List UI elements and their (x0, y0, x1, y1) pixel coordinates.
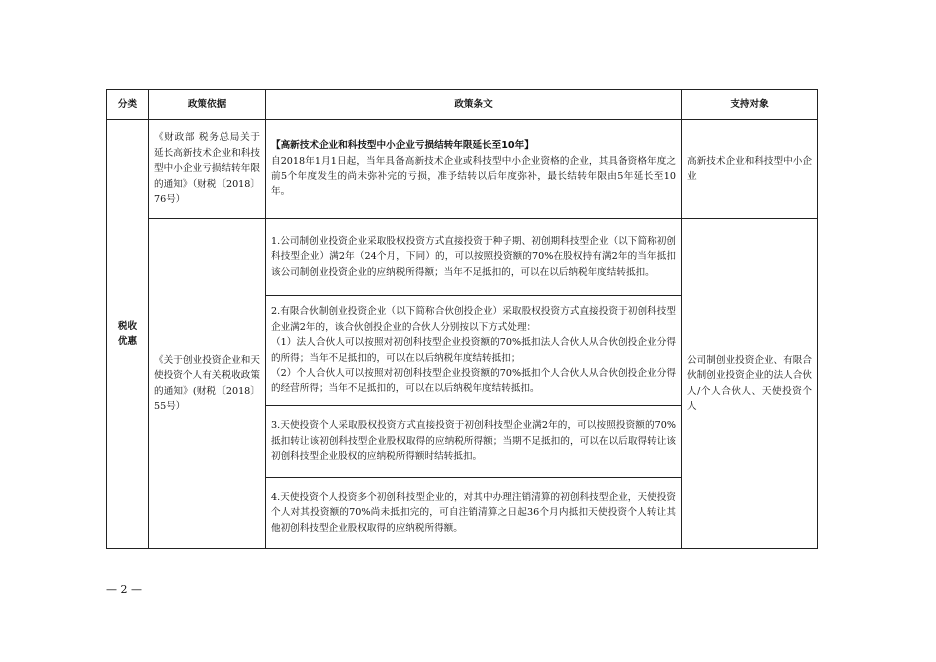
clause-item-4: 4.天使投资个人投资多个初创科技型企业的，对其中办理注销清算的初创科技型企业，天使投资个人对其投资额的70%尚未抵扣完的，可自注销清算之日起36个月内抵扣天使投资个人转让其他初创科技型企业股权取得的应纳税所得额。 (266, 478, 682, 549)
header-basis: 政策依据 (149, 90, 266, 120)
target-cell-2: 公司制创业投资企业、有限合伙制创业投资企业的法人合伙人/个人合伙人、天使投资个人 (682, 219, 818, 549)
basis-cell-2: 《关于创业投资企业和天使投资个人有关税收政策的通知》(财税〔2018〕55号） (149, 219, 266, 549)
header-target: 支持对象 (682, 90, 818, 120)
header-clause: 政策条文 (266, 90, 682, 120)
policy-table (106, 89, 818, 549)
table-row (107, 120, 818, 219)
table-row (107, 219, 818, 296)
table-header-row (107, 90, 818, 120)
page-number: — 2 — (106, 583, 142, 596)
clause-item-1: 1.公司制创业投资企业采取股权投资方式直接投资于种子期、初创期科技型企业（以下简称初创科技型企业）满2年（24个月，下同）的，可以按照投资额的70%在股权持有满2年的当年抵扣该公司制创业投资企业的应纳税所得额；当年不足抵扣的，可以在以后纳税年度结转抵扣。 (266, 219, 682, 296)
clause-cell-1 (266, 120, 682, 219)
clause-item-2 (266, 296, 682, 406)
target-cell-1: 高新技术企业和科技型中小企业 (682, 120, 818, 219)
clause-item-2-sub-2: （2）个人合伙人可以按照对初创科技型企业投资额的70%抵扣个人合伙人从合伙创投企业分得的经营所得；当年不足抵扣的，可以在以后纳税年度结转抵扣。 (271, 367, 676, 395)
clause-item-2-sub-1: （1）法人合伙人可以按照对初创科技型企业投资额的70%抵扣法人合伙人从合伙创投企业分得的所得；当年不足抵扣的，可以在以后纳税年度结转抵扣； (271, 337, 676, 364)
category-line-2: 优惠 (117, 336, 138, 347)
category-cell (107, 120, 149, 549)
clause-text: 自2018年1月1日起，当年具备高新技术企业或科技型中小企业资格的企业，其具备资格年度之前5个年度发生的尚未弥补完的亏损，准予结转以后年度弥补，最长结转年限由5年延长至10年。 (271, 155, 676, 198)
basis-cell-1: 《财政部 税务总局关于延长高新技术企业和科技型中小企业亏损结转年限的通知》（财税〔2018〕76号） (149, 120, 266, 219)
header-category: 分类 (107, 90, 149, 120)
category-line-1: 税收 (117, 320, 138, 332)
clause-item-3: 3.天使投资个人采取股权投资方式直接投资于初创科技型企业满2年的，可以按照投资额的70%抵扣转让该初创科技型企业股权取得的应纳税所得额；当期不足抵扣的，可以在以后取得转让该初创科技型企业股权的应纳税所得额时结转抵扣。 (266, 406, 682, 478)
clause-title: 【高新技术企业和科技型中小企业亏损结转年限延长至10年】 (271, 140, 534, 152)
clause-item-2-intro: 2.有限合伙制创业投资企业（以下简称合伙创投企业）采取股权投资方式直接投资于初创科技型企业满2年的，该合伙创投企业的合伙人分别按以下方式处理： (271, 306, 676, 333)
